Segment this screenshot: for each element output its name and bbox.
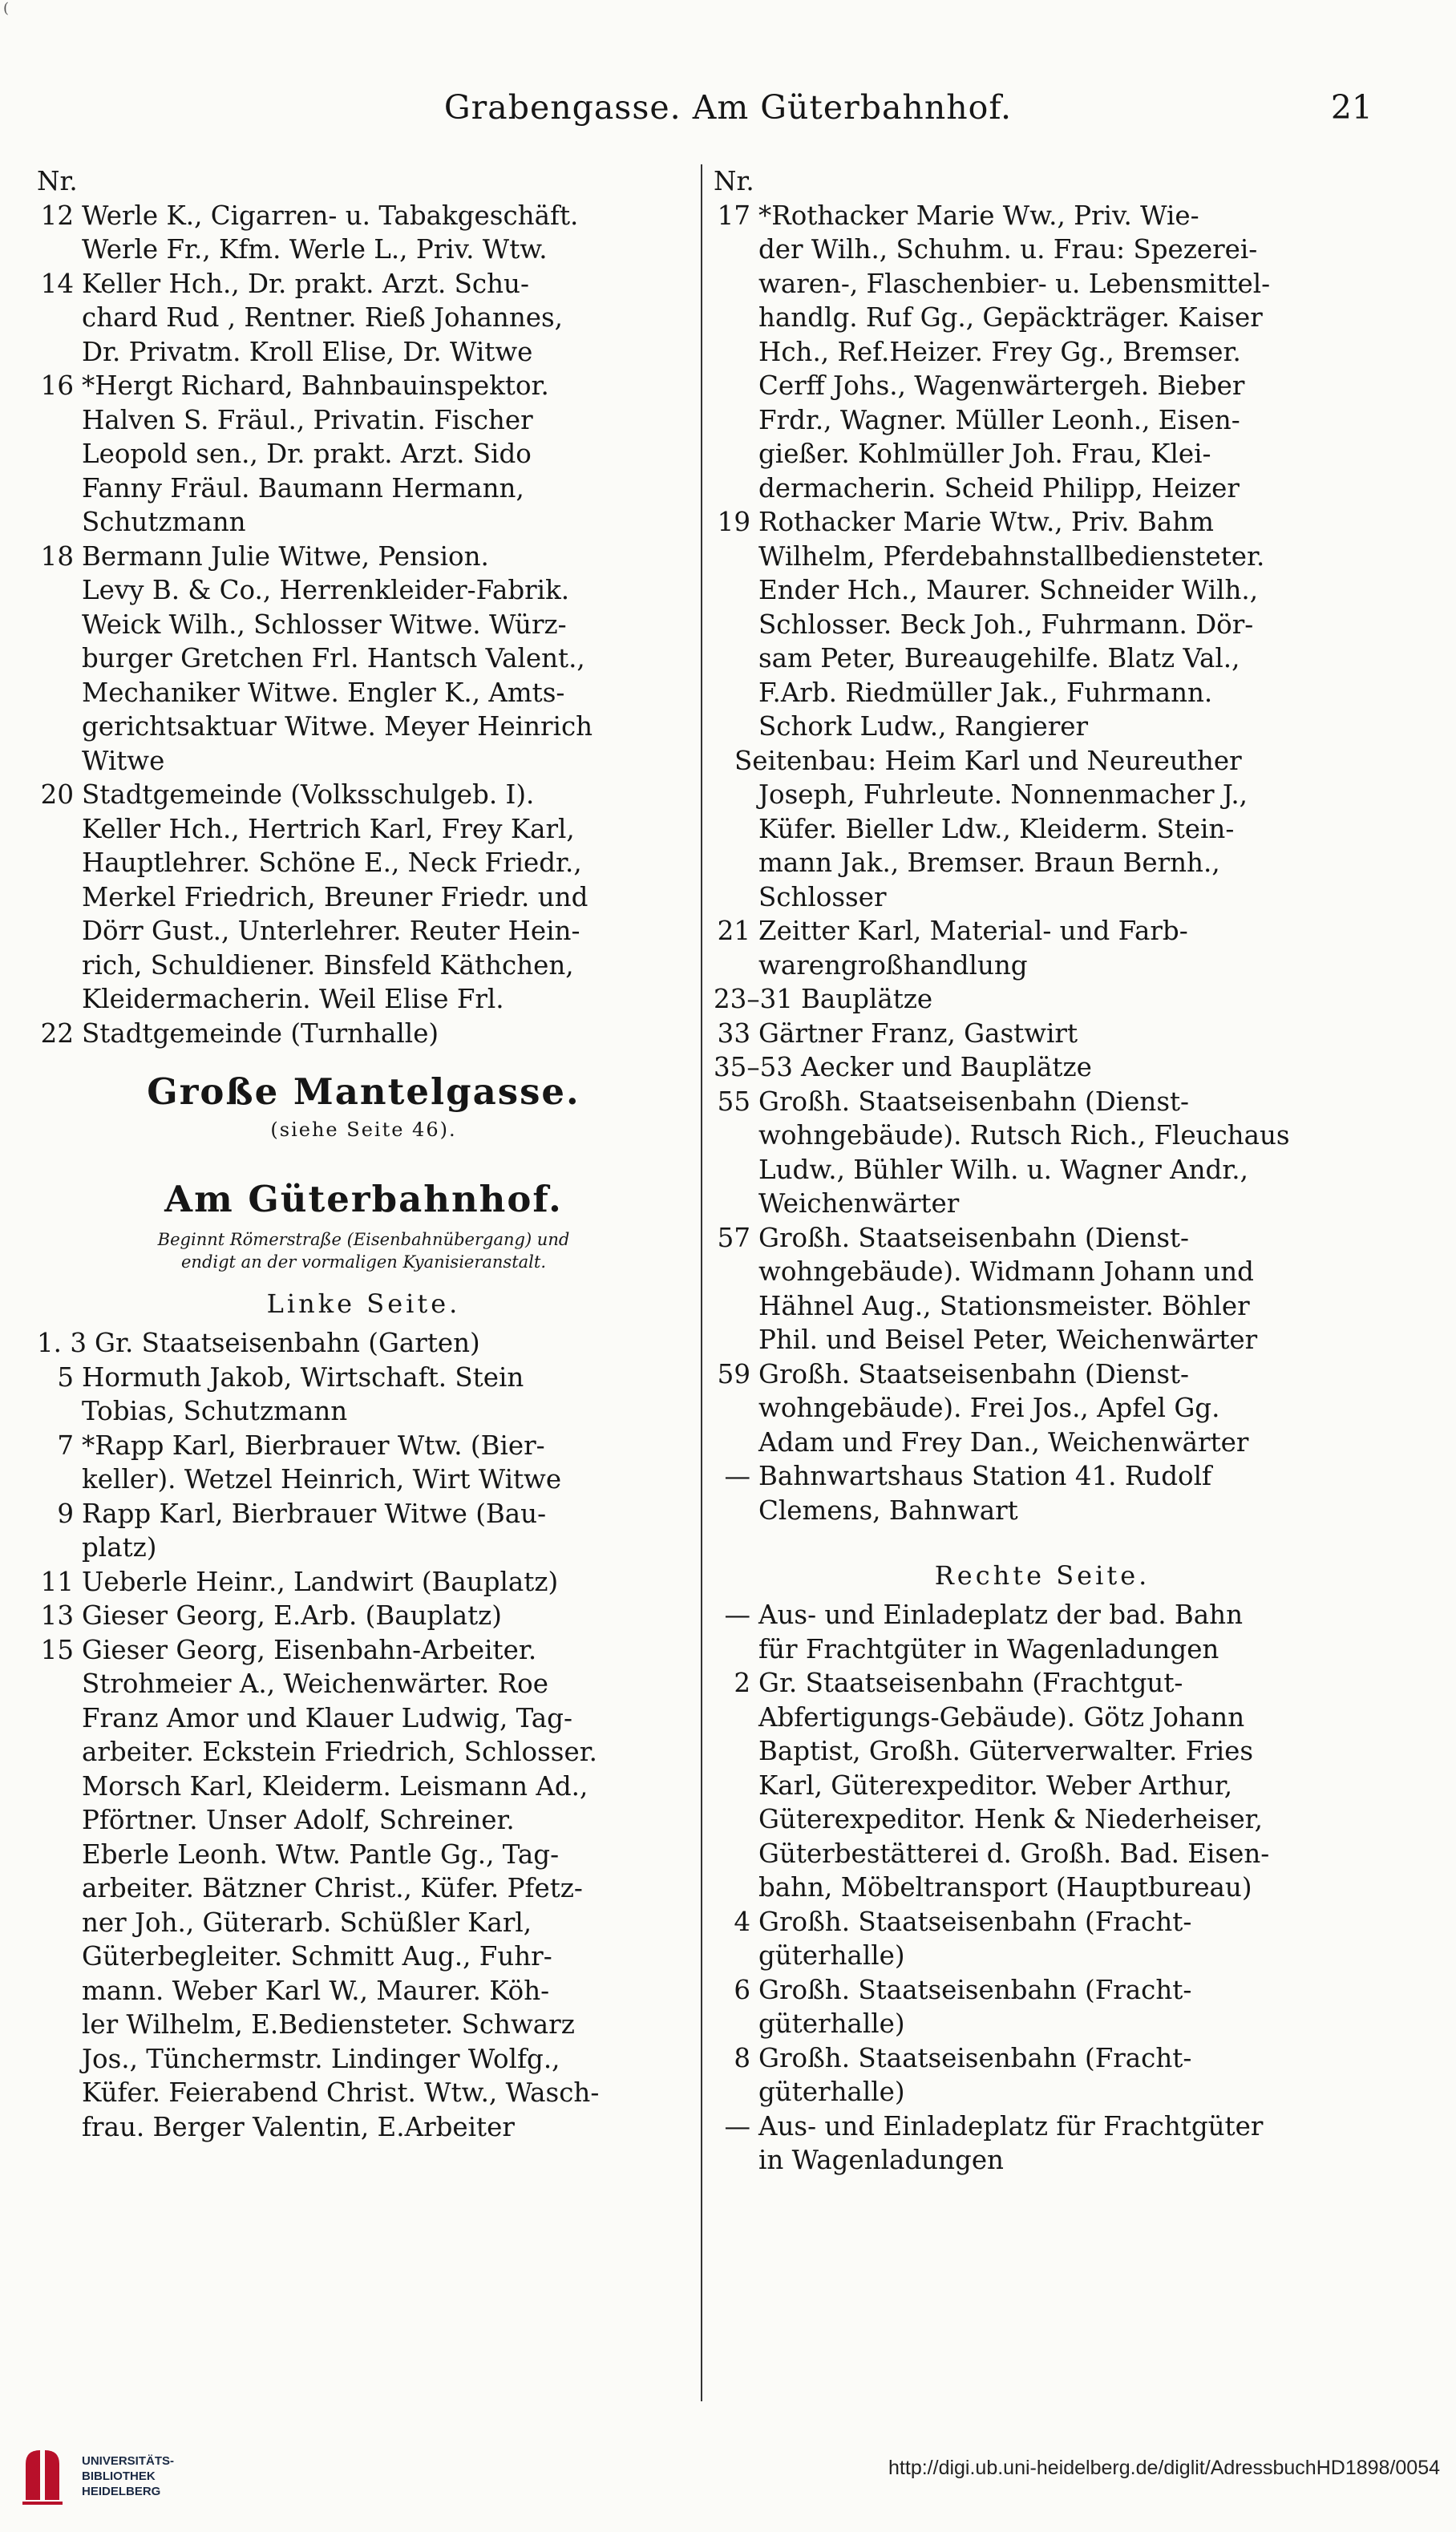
entry-continuation (714, 676, 1371, 710)
house-number: 4 (734, 1906, 750, 1937)
house-number: 9 (57, 1498, 74, 1529)
street-heading-gueterbahnhof: Am Güterbahnhof. (164, 1178, 563, 1220)
entry-line (714, 914, 1371, 948)
entry-line (37, 1565, 690, 1600)
house-number: 7 (57, 1430, 74, 1461)
entry-line (714, 2109, 1371, 2144)
entry-continuation (714, 1255, 1371, 1289)
page-footer (0, 2423, 1456, 2527)
street-reference: (siehe Seite 46). (270, 1118, 457, 1141)
entry-text: Großh. Staatseisenbahn (Dienst- (758, 1222, 1190, 1253)
entry-text: Frdr., Wagner. Müller Leonh., Eisen- (758, 404, 1240, 435)
entry-text: Weick Wilh., Schlosser Witwe. Würz- (82, 609, 567, 640)
entry-text: chard Rud , Rentner. Rieß Johannes, (82, 302, 564, 333)
entry-text: ner Joh., Güterarb. Schüßler Karl, (82, 1907, 532, 1938)
entry-text: Kleidermacherin. Weil Elise Frl. (82, 984, 504, 1014)
corner-mark: ( (3, 0, 10, 17)
entry-line (37, 1633, 690, 1668)
entry-continuation (37, 1838, 690, 1872)
entry-continuation (37, 1906, 690, 1940)
house-number: 17 (717, 200, 750, 231)
entry-continuation (37, 471, 690, 506)
entry-text: Keller Hch., Dr. prakt. Arzt. Schu- (82, 268, 529, 299)
entry-continuation (714, 301, 1371, 335)
entry-text: waren-, Flaschenbier- u. Lebensmittel- (758, 268, 1271, 299)
street-description-line: endigt an der vormaligen Kyanisieranstalt. (181, 1252, 546, 1272)
source-url[interactable]: http://digi.ub.uni-heidelberg.de/diglit/AdressbuchHD1898/0054 (888, 2457, 1440, 2479)
entry-continuation (714, 369, 1371, 403)
entry-text: für Frachtgüter in Wagenladungen (758, 1633, 1219, 1664)
entry-text: rich, Schuldiener. Binsfeld Käthchen, (82, 949, 574, 981)
entry-continuation (37, 744, 690, 779)
entry-text: Hormuth Jakob, Wirtschaft. Stein (82, 1361, 524, 1393)
entry-continuation (37, 505, 690, 540)
house-number: 1. 3 (37, 1328, 87, 1358)
entry-continuation (714, 1939, 1371, 1973)
house-number: 15 (40, 1634, 74, 1665)
entry-continuation (714, 233, 1371, 267)
entry-text: Ludw., Bühler Wilh. u. Wagner Andr., (758, 1154, 1248, 1185)
library-logo-text: UNIVERSITÄTS- BIBLIOTHEK HEIDELBERG (82, 2454, 175, 2498)
entry-continuation (714, 540, 1371, 574)
entry-text: Abfertigungs-Gebäude). Götz Johann (758, 1701, 1245, 1733)
entry-text: Keller Hch., Hertrich Karl, Frey Karl, (82, 813, 575, 844)
seitenbau-line: Schlosser (758, 881, 887, 912)
entry-text: Aecker und Bauplätze (800, 1052, 1092, 1082)
right-entries-gueterbahnhof (714, 1598, 1371, 2178)
left-entries-grabengasse (37, 199, 690, 1051)
entry-continuation (714, 710, 1371, 744)
entry-line (714, 1598, 1371, 1632)
entry-text: bahn, Möbeltransport (Hauptbureau) (758, 1872, 1252, 1903)
house-number: 18 (40, 540, 74, 572)
entry-line (37, 1017, 690, 1051)
entry-line (714, 1050, 1371, 1085)
entry-continuation (37, 437, 690, 471)
house-number: — (724, 1600, 750, 1630)
entry-text: sam Peter, Bureaugehilfe. Blatz Val., (758, 643, 1240, 673)
entry-text: Mechaniker Witwe. Engler K., Amts- (82, 677, 565, 708)
house-number: 8 (734, 2042, 750, 2073)
entry-text: Baptist, Großh. Güterverwalter. Fries (758, 1736, 1254, 1766)
entry-line (714, 982, 1371, 1017)
entry-line (714, 1459, 1371, 1494)
entry-text: Großh. Staatseisenbahn (Fracht- (758, 1974, 1192, 2005)
entry-continuation (37, 1531, 690, 1565)
street-description-line: Beginnt Römerstraße (Eisenbahnübergang) und (157, 1230, 570, 1249)
entry-text: Weichenwärter (758, 1188, 960, 1219)
entry-continuation (37, 982, 690, 1017)
entry-text: Strohmeier A., Weichenwärter. Roe (82, 1668, 548, 1699)
entry-line (714, 505, 1371, 540)
entry-text: Schlosser. Beck Joh., Fuhrmann. Dör- (758, 609, 1254, 640)
entry-text: Ueberle Heinr., Landwirt (Bauplatz) (82, 1566, 559, 1597)
entry-text: arbeiter. Eckstein Friedrich, Schlosser. (82, 1737, 598, 1767)
entry-line (37, 778, 690, 812)
entry-text: Ender Hch., Maurer. Schneider Wilh., (758, 575, 1259, 605)
entry-text: Karl, Güterexpeditor. Weber Arthur, (758, 1770, 1233, 1801)
entry-text: *Rapp Karl, Bierbrauer Wtw. (Bier- (82, 1430, 545, 1461)
entry-text: Hähnel Aug., Stationsmeister. Böhler (758, 1290, 1250, 1321)
right-column (714, 164, 1371, 2178)
page-number: 21 (1330, 88, 1373, 127)
entry-text: Bermann Julie Witwe, Pension. (82, 540, 489, 572)
entry-text: Schutzmann (82, 507, 246, 537)
house-number: 13 (40, 1600, 74, 1631)
entry-text: Hauptlehrer. Schöne E., Neck Friedr., (82, 847, 582, 878)
entry-text: Adam und Frey Dan., Weichenwärter (758, 1426, 1249, 1458)
side-heading-right: Rechte Seite. (934, 1560, 1151, 1591)
entry-continuation (37, 335, 690, 370)
entry-continuation (37, 608, 690, 642)
house-number: 20 (40, 779, 74, 810)
entry-text: platz) (82, 1532, 157, 1563)
nr-label: Nr. (37, 166, 78, 196)
entry-continuation (714, 1871, 1371, 1905)
entry-line (37, 369, 690, 403)
entry-line (37, 199, 690, 233)
entry-line (37, 540, 690, 574)
entry-text: güterhalle) (758, 2008, 905, 2039)
entry-continuation (714, 1323, 1371, 1357)
entry-continuation (37, 403, 690, 438)
entry-text: Dr. Privatm. Kroll Elise, Dr. Witwe (82, 336, 533, 367)
entry-text: mann. Weber Karl W., Maurer. Köh- (82, 1975, 550, 2006)
entry-continuation (37, 1667, 690, 1701)
entry-text: Gieser Georg, E.Arb. (Bauplatz) (82, 1600, 502, 1631)
seitenbau-line: Küfer. Bieller Ldw., Kleiderm. Stein- (758, 813, 1235, 844)
entry-text: warengroßhandlung (758, 949, 1028, 981)
entry-continuation (714, 948, 1371, 983)
entry-text: Gärtner Franz, Gastwirt (758, 1017, 1078, 1049)
entry-continuation (37, 233, 690, 267)
entry-text: gerichtsaktuar Witwe. Meyer Heinrich (82, 711, 593, 742)
entry-line (714, 1221, 1371, 1256)
house-number: 11 (40, 1566, 74, 1597)
entry-continuation (714, 1289, 1371, 1324)
entry-continuation (37, 2008, 690, 2042)
entry-text: Witwe (82, 745, 165, 776)
house-number: 12 (40, 200, 74, 231)
entry-text: Stadtgemeinde (Volksschulgeb. I). (82, 779, 535, 810)
house-number: 14 (40, 268, 74, 299)
seitenbau-line: Joseph, Fuhrleute. Nonnenmacher J., (758, 779, 1248, 810)
entry-text: dermacherin. Scheid Philipp, Heizer (758, 472, 1240, 504)
entry-line (714, 1666, 1371, 1701)
house-number: 5 (57, 1361, 74, 1393)
entry-text: Schork Ludw., Rangierer (758, 711, 1089, 742)
nr-label: Nr. (714, 166, 754, 196)
entry-continuation (714, 267, 1371, 301)
entry-text: wohngebäude). Frei Jos., Apfel Gg. (758, 1393, 1220, 1423)
entry-continuation (714, 1734, 1371, 1769)
entry-text: Leopold sen., Dr. prakt. Arzt. Sido (82, 439, 532, 469)
entry-continuation (714, 335, 1371, 370)
right-entries-grabengasse-cont (714, 914, 1371, 1527)
entry-continuation (714, 1494, 1371, 1528)
entry-line (37, 1326, 690, 1361)
entry-line (714, 1017, 1371, 1051)
seitenbau-line: Seitenbau: Heim Karl und Neureuther (734, 745, 1242, 776)
entry-text: arbeiter. Bätzner Christ., Küfer. Pfetz- (82, 1873, 583, 1903)
entry-continuation (714, 2075, 1371, 2109)
left-entries-gueterbahnhof (37, 1326, 690, 2144)
entry-text: Aus- und Einladeplatz für Frachtgüter (758, 2110, 1264, 2142)
library-logo (18, 2441, 186, 2513)
entry-text: Wilhelm, Pferdebahnstallbediensteter. (758, 540, 1265, 572)
entry-text: wohngebäude). Widmann Johann und (758, 1256, 1254, 1287)
right-entries-grabengasse (714, 199, 1371, 744)
entry-text: in Wagenladungen (758, 2145, 1004, 2175)
entry-text: ler Wilhelm, E.Bediensteter. Schwarz (82, 2009, 575, 2040)
entry-line (714, 1973, 1371, 2008)
entry-continuation (37, 1462, 690, 1497)
entry-text: wohngebäude). Rutsch Rich., Fleuchaus (758, 1120, 1290, 1151)
house-number: 57 (717, 1222, 750, 1253)
entry-line (37, 1429, 690, 1463)
entry-text: Bauplätze (800, 984, 933, 1014)
entry-line (37, 1497, 690, 1531)
entry-line (714, 1085, 1371, 1119)
entry-continuation (714, 1426, 1371, 1460)
entry-text: Gr. Staatseisenbahn (Garten) (95, 1328, 480, 1358)
entry-text: Fanny Fräul. Baumann Hermann, (82, 472, 524, 504)
entry-continuation (37, 1735, 690, 1770)
entry-text: güterhalle) (758, 2077, 905, 2107)
entry-text: Gr. Staatseisenbahn (Frachtgut- (758, 1668, 1183, 1698)
entry-continuation (714, 1632, 1371, 1667)
entry-continuation (37, 301, 690, 335)
entry-continuation (37, 1803, 690, 1838)
entry-continuation (714, 437, 1371, 471)
entry-text: Güterexpeditor. Henk & Niederheiser, (758, 1804, 1263, 1834)
house-number: 21 (717, 916, 750, 946)
house-number: 16 (40, 370, 74, 401)
entry-text: Stadtgemeinde (Turnhalle) (82, 1017, 439, 1049)
entry-text: Franz Amor und Klauer Ludwig, Tag- (82, 1702, 572, 1733)
entry-text: güterhalle) (758, 1940, 905, 1971)
entry-text: *Rothacker Marie Ww., Priv. Wie- (758, 200, 1199, 231)
entry-continuation (37, 1974, 690, 2008)
entry-text: Großh. Staatseisenbahn (Fracht- (758, 2042, 1192, 2073)
entry-text: Küfer. Feierabend Christ. Wtw., Wasch- (82, 2077, 600, 2108)
entry-continuation (37, 948, 690, 983)
entry-continuation (37, 1871, 690, 1906)
entry-continuation (714, 641, 1371, 676)
entry-continuation (714, 2007, 1371, 2041)
house-number: 33 (717, 1017, 750, 1049)
entry-continuation (714, 1701, 1371, 1735)
entry-continuation (714, 471, 1371, 506)
entry-text: Levy B. & Co., Herrenkleider-Fabrik. (82, 575, 570, 605)
entry-line (714, 2041, 1371, 2076)
page-header (0, 74, 1456, 138)
entry-continuation (37, 812, 690, 847)
entry-text: Großh. Staatseisenbahn (Dienst- (758, 1358, 1190, 1389)
entry-text: Hch., Ref.Heizer. Frey Gg., Bremser. (758, 336, 1241, 367)
entry-continuation (37, 1701, 690, 1736)
side-heading-left: Linke Seite. (266, 1288, 461, 1319)
entry-continuation (714, 403, 1371, 438)
entry-line (714, 199, 1371, 233)
entry-continuation (37, 676, 690, 710)
entry-continuation (714, 1391, 1371, 1426)
entry-text: Jos., Tünchermstr. Lindinger Wolfg., (82, 2043, 560, 2074)
entry-text: F.Arb. Riedmüller Jak., Fuhrmann. (758, 677, 1213, 708)
street-heading-mantelgasse: Große Mantelgasse. (147, 1070, 580, 1113)
entry-continuation (37, 573, 690, 608)
house-number: 2 (734, 1668, 750, 1698)
entry-text: der Wilh., Schuhm. u. Frau: Spezerei- (758, 234, 1258, 265)
entry-text: Aus- und Einladeplatz der bad. Bahn (758, 1600, 1244, 1630)
entry-line (37, 1599, 690, 1633)
entry-continuation (37, 914, 690, 948)
entry-text: keller). Wetzel Heinrich, Wirt Witwe (82, 1464, 562, 1495)
entry-continuation (37, 2042, 690, 2077)
entry-text: Großh. Staatseisenbahn (Fracht- (758, 1906, 1192, 1937)
entry-line (37, 1361, 690, 1395)
house-number: 35–53 (714, 1052, 793, 1082)
entry-continuation (37, 1770, 690, 1804)
house-number: 19 (717, 507, 750, 537)
entry-text: Dörr Gust., Unterlehrer. Reuter Hein- (82, 916, 580, 946)
entry-continuation (714, 1187, 1371, 1221)
entry-continuation (714, 608, 1371, 642)
entry-continuation (37, 641, 690, 676)
entry-continuation (714, 1153, 1371, 1187)
entry-continuation (37, 846, 690, 880)
entry-text: handlg. Ruf Gg., Gepäckträger. Kaiser (758, 302, 1263, 333)
entry-text: burger Gretchen Frl. Hantsch Valent., (82, 643, 585, 673)
entry-text: Zeitter Karl, Material- und Farb- (758, 916, 1188, 946)
entry-text: Werle K., Cigarren- u. Tabakgeschäft. (82, 200, 579, 231)
house-number: 23–31 (714, 984, 793, 1014)
entry-continuation (37, 880, 690, 915)
entry-text: Merkel Friedrich, Breuner Friedr. und (82, 881, 588, 912)
entry-text: Clemens, Bahnwart (758, 1495, 1018, 1526)
seitenbau-line: mann Jak., Bremser. Braun Bernh., (758, 847, 1220, 878)
entry-text: gießer. Kohlmüller Joh. Frau, Klei- (758, 439, 1211, 469)
house-number: 6 (734, 1974, 750, 2005)
entry-text: Pförtner. Unser Adolf, Schreiner. (82, 1805, 515, 1835)
entry-text: Rothacker Marie Wtw., Priv. Bahm (758, 507, 1214, 537)
entry-continuation (37, 1394, 690, 1429)
house-number: 22 (40, 1017, 74, 1049)
entry-text: Phil. und Beisel Peter, Weichenwärter (758, 1325, 1258, 1355)
house-number: — (724, 2110, 750, 2142)
entry-line (37, 267, 690, 301)
house-number: 55 (717, 1086, 750, 1117)
entry-text: Morsch Karl, Kleiderm. Leismann Ad., (82, 1770, 588, 1802)
entry-text: Gieser Georg, Eisenbahn-Arbeiter. (82, 1634, 537, 1665)
entry-text: Cerff Johs., Wagenwärtergeh. Bieber (758, 370, 1245, 401)
entry-text: Werle Fr., Kfm. Werle L., Priv. Wtw. (82, 234, 548, 265)
entry-text: Bahnwartshaus Station 41. Rudolf (758, 1461, 1212, 1491)
left-column (37, 164, 690, 2144)
house-number: — (724, 1461, 750, 1491)
column-divider (701, 164, 702, 2401)
entry-line (714, 1357, 1371, 1392)
entry-text: Großh. Staatseisenbahn (Dienst- (758, 1086, 1190, 1117)
entry-continuation (714, 1837, 1371, 1871)
house-number: 59 (717, 1358, 750, 1389)
entry-text: Güterbegleiter. Schmitt Aug., Fuhr- (82, 1941, 552, 1972)
entry-text: Halven S. Fräul., Privatin. Fischer (82, 404, 533, 435)
entry-continuation (714, 2143, 1371, 2178)
entry-continuation (37, 2076, 690, 2110)
entry-continuation (37, 1939, 690, 1974)
entry-line (714, 1905, 1371, 1939)
seitenbau-block (714, 744, 1371, 915)
entry-text: Tobias, Schutzmann (82, 1396, 348, 1426)
entry-continuation (714, 1769, 1371, 1803)
entry-text: *Hergt Richard, Bahnbauinspektor. (82, 370, 549, 401)
entry-text: Güterbestätterei d. Großh. Bad. Eisen- (758, 1838, 1270, 1869)
entry-continuation (37, 710, 690, 744)
entry-continuation (714, 1802, 1371, 1837)
entry-text: frau. Berger Valentin, E.Arbeiter (82, 2111, 515, 2142)
entry-continuation (714, 1118, 1371, 1153)
entry-continuation (37, 2110, 690, 2145)
library-logo-icon (18, 2444, 74, 2508)
page-title: Grabengasse. Am Güterbahnhof. (443, 88, 1013, 127)
entry-text: Rapp Karl, Bierbrauer Witwe (Bau- (82, 1498, 547, 1529)
entry-text: Eberle Leonh. Wtw. Pantle Gg., Tag- (82, 1838, 560, 1870)
entry-continuation (714, 573, 1371, 608)
